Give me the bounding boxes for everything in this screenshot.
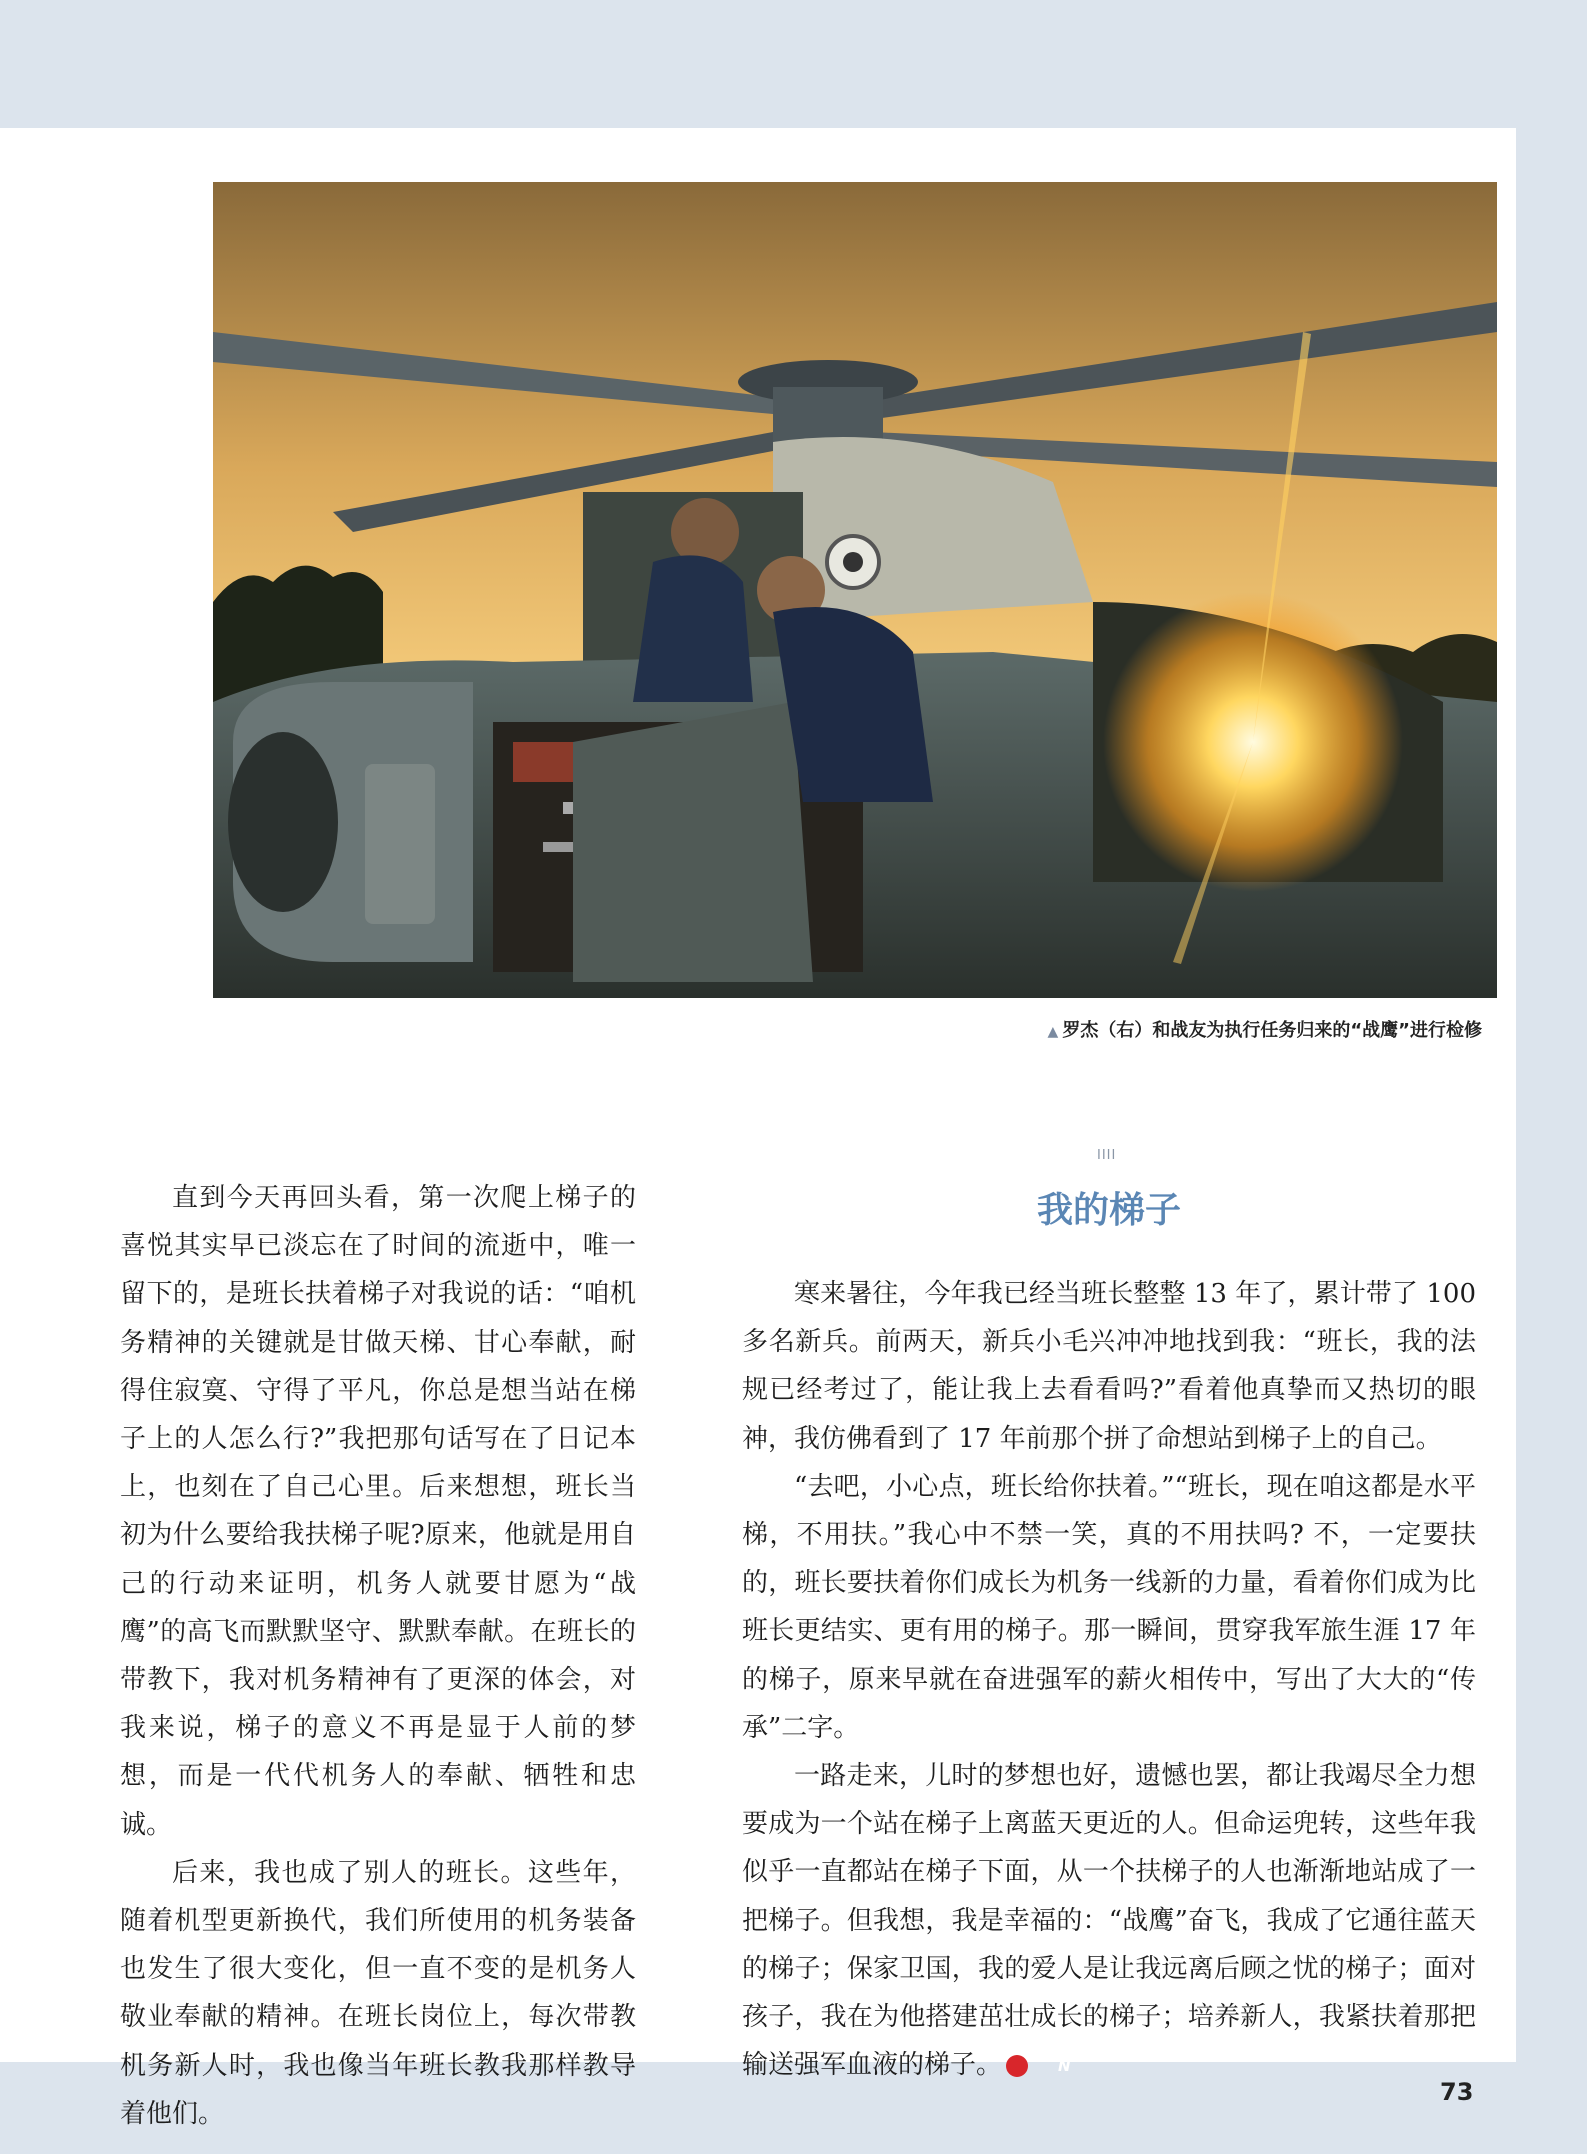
section-title: 我的梯子 <box>1036 1190 1181 1231</box>
page-number: 73 <box>1440 2078 1474 2106</box>
paragraph-text: 一路走来，儿时的梦想也好，遗憾也罢，都让我竭尽全力想要成为一个站在梯子上离蓝天更近的人。但命运兜转，这些年我似乎一直都站在梯子下面，从一个扶梯子的人也渐渐地站成了一把梯子。但我想，我是幸福的：“战鹰”奋飞，我成了它通往蓝天的梯子；保家卫国，我的爱人是让我远离后顾之忧的梯子；面对孩子，我在为他搭建茁壮成长的梯子；培养新人，我紧扶着那把输送强军血液的梯子。 <box>742 1761 1476 2081</box>
photo-caption <box>1000 1016 1482 1042</box>
page-top-band <box>0 0 1587 128</box>
right-column <box>742 1270 1476 2089</box>
paragraph: 后来，我也成了别人的班长。这些年，随着机型更新换代，我们所使用的机务装备也发生了很大变化，但一直不变的是机务人敬业奉献的精神。在班长岗位上，每次带教机务新人时，我也像当年班长教我那样教导着他们。 <box>120 1857 636 2129</box>
paragraph-final <box>742 1752 1476 2089</box>
caption-triangle-icon: ▲ <box>1047 1024 1059 1040</box>
caption-text: 罗杰（右）和战友为执行任务归来的“战鹰”进行检修 <box>1062 1020 1482 1041</box>
helicopter-maintenance-photo <box>213 182 1497 998</box>
section-marker: IIII <box>1097 1148 1117 1163</box>
paragraph: 直到今天再回头看，第一次爬上梯子的喜悦其实早已淡忘在了时间的流逝中，唯一留下的，是班长扶着梯子对我说的话：“咱机务精神的关键就是甘做天梯、甘心奉献，耐得住寂寞、守得了平凡，你总是想当站在梯子上的人怎么行?”我把那句话写在了日记本上，也刻在了自己心里。后来想想，班长当初为什么要给我扶梯子呢?原来，他就是用自己的行动来证明，机务人就要甘愿为“战鹰”的高飞而默默坚守、默默奉献。在班长的带教下，我对机务精神有了更深的体会，对我来说，梯子的意义不再是显于人前的梦想，而是一代代机务人的奉献、牺牲和忠诚。 <box>120 1183 636 1840</box>
end-mark-icon: N <box>1006 2055 1028 2077</box>
left-column <box>120 1174 636 2138</box>
paragraph: 寒来暑往，今年我已经当班长整整 13 年了，累计带了 100 多名新兵。前两天，新兵小毛兴冲冲地找到我：“班长，我的法规已经考过了，能让我上去看看吗?”看着他真挚而又热切的眼神，我仿佛看到了 17 年前那个拼了命想站到梯子上的自己。 <box>742 1279 1476 1454</box>
paragraph: “去吧，小心点，班长给你扶着。”“班长，现在咱这都是水平梯，不用扶。”我心中不禁一笑，真的不用扶吗? 不，一定要扶的，班长要扶着你们成长为机务一线新的力量，看着你们成为比班长更结实、更有用的梯子。那一瞬间，贯穿我军旅生涯 17 年的梯子，原来早就在奋进强军的薪火相传中，写出了大大的“传承”二字。 <box>742 1471 1476 1743</box>
